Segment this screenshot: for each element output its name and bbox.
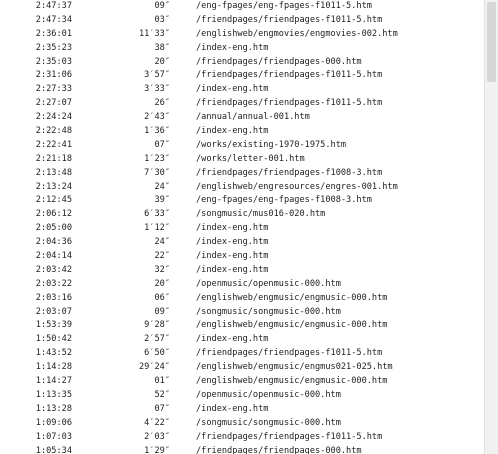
log-row [0,83,484,97]
log-row [0,167,484,181]
visit-duration: 07″ [154,403,170,414]
visit-duration: 6′33″ [144,209,170,220]
log-row [0,417,484,431]
visit-duration: 3′33″ [144,84,170,95]
visit-path[interactable]: /englishweb/engmusic/engmusic-000.htm [196,292,388,303]
visit-path[interactable]: /friendpages/friendpages-f1011-5.htm [196,348,383,359]
visit-path[interactable]: /songmusic/mus016-020.htm [196,209,326,220]
visit-path[interactable]: /friendpages/friendpages-f1008-3.htm [196,167,383,178]
visit-path[interactable]: /englishweb/engresources/engres-001.htm [196,181,398,192]
visit-duration: 22″ [154,251,170,262]
log-row [0,69,484,83]
visit-path[interactable]: /index-eng.htm [196,223,269,234]
visit-path[interactable]: /index-eng.htm [196,334,269,345]
visit-time: 2:03:22 [35,278,72,289]
visit-path[interactable]: /index-eng.htm [196,42,269,53]
visit-duration: 1′36″ [144,126,170,137]
visit-path[interactable]: /friendpages/friendpages-f1011-5.htm [196,70,383,81]
visit-path[interactable]: /englishweb/engmusic/engmus021-025.htm [196,362,393,373]
log-row [0,333,484,347]
visit-duration: 4′22″ [144,417,170,428]
log-row [0,139,484,153]
visit-duration: 38″ [154,42,170,53]
visit-time: 2:35:23 [35,42,72,53]
visit-duration: 20″ [154,278,170,289]
log-row [0,319,484,333]
log-row [0,292,484,306]
visit-path[interactable]: /annual/annual-001.htm [196,112,310,123]
visit-time: 2:21:18 [35,153,72,164]
visit-time: 2:24:24 [35,112,72,123]
log-row [0,153,484,167]
visit-time: 1:07:03 [35,431,72,442]
visit-duration: 03″ [154,14,170,25]
visit-duration: 9′28″ [144,320,170,331]
visit-duration: 29′24″ [138,362,170,373]
visit-time: 2:36:01 [35,28,72,39]
log-row [0,0,484,14]
log-row [0,56,484,70]
visit-path[interactable]: /eng-fpages/eng-fpages-f1008-3.htm [196,195,372,206]
log-row [0,14,484,28]
log-row [0,361,484,375]
visit-path[interactable]: /friendpages/friendpages-000.htm [196,56,362,67]
visit-time: 1:14:27 [35,376,72,387]
visit-time: 2:03:07 [35,306,72,317]
visit-path[interactable]: /friendpages/friendpages-f1011-5.htm [196,14,383,25]
visit-duration: 32″ [154,264,170,275]
visit-duration: 24″ [154,181,170,192]
log-row [0,445,484,454]
log-row [0,125,484,139]
log-row [0,389,484,403]
log-row [0,97,484,111]
visit-path[interactable]: /openmusic/openmusic-000.htm [196,389,341,400]
visit-duration: 1′23″ [144,153,170,164]
visit-time: 1:43:52 [35,348,72,359]
visit-time: 2:12:45 [35,195,72,206]
visit-time: 2:27:33 [35,84,72,95]
log-row [0,431,484,445]
visit-duration: 1′29″ [144,445,170,454]
visit-time: 2:22:41 [35,139,72,150]
visit-duration: 6′50″ [144,348,170,359]
log-row [0,278,484,292]
visit-time: 2:03:16 [35,292,72,303]
visit-duration: 20″ [154,56,170,67]
visit-time: 2:35:03 [35,56,72,67]
visit-path[interactable]: /friendpages/friendpages-f1011-5.htm [196,98,383,109]
visit-time: 2:13:48 [35,167,72,178]
visit-duration: 07″ [154,139,170,150]
visit-path[interactable]: /openmusic/openmusic-000.htm [196,278,341,289]
visit-time: 2:05:00 [35,223,72,234]
visit-duration: 2′03″ [144,431,170,442]
visit-time: 1:09:06 [35,417,72,428]
visit-time: 2:22:48 [35,126,72,137]
visit-time: 2:04:36 [35,237,72,248]
log-row [0,208,484,222]
visit-duration: 39″ [154,195,170,206]
visit-path[interactable]: /index-eng.htm [196,84,269,95]
visit-duration: 52″ [154,389,170,400]
visit-duration: 7′30″ [144,167,170,178]
visit-path[interactable]: /works/existing-1970-1975.htm [196,139,347,150]
visit-path[interactable]: /index-eng.htm [196,264,269,275]
log-row [0,264,484,278]
visit-duration: 06″ [154,292,170,303]
visit-path[interactable]: /songmusic/songmusic-000.htm [196,417,341,428]
visit-duration: 26″ [154,98,170,109]
visit-duration: 2′43″ [144,112,170,123]
log-row [0,347,484,361]
log-row [0,111,484,125]
visit-time: 1:05:34 [35,445,72,454]
log-row [0,375,484,389]
visit-time: 2:27:07 [35,98,72,109]
visit-time: 2:06:12 [35,209,72,220]
visit-path[interactable]: /friendpages/friendpages-f1011-5.htm [196,431,383,442]
visit-time: 1:13:28 [35,403,72,414]
visit-duration: 3′57″ [144,70,170,81]
log-row [0,236,484,250]
visit-path[interactable]: /works/letter-001.htm [196,153,305,164]
visit-time: 1:53:39 [35,320,72,331]
visit-duration: 01″ [154,376,170,387]
visit-path[interactable]: /index-eng.htm [196,126,269,137]
visit-path[interactable]: /index-eng.htm [196,237,269,248]
visit-duration: 11′33″ [138,28,170,39]
visit-time: 2:04:14 [35,251,72,262]
visit-duration: 09″ [154,1,170,11]
log-row [0,42,484,56]
visit-path[interactable]: /index-eng.htm [196,403,269,414]
visit-path[interactable]: /songmusic/songmusic-000.htm [196,306,341,317]
vertical-scrollbar[interactable] [484,0,498,454]
visit-path[interactable]: /index-eng.htm [196,251,269,262]
visit-time: 2:03:42 [35,264,72,275]
visit-duration: 24″ [154,237,170,248]
log-row [0,181,484,195]
visit-time: 2:47:34 [35,14,72,25]
log-row [0,306,484,320]
log-row [0,403,484,417]
visit-path[interactable]: /englishweb/engmusic/engmusic-000.htm [196,376,388,387]
visit-time: 1:50:42 [35,334,72,345]
visit-duration: 2′57″ [144,334,170,345]
visit-time: 1:14:28 [35,362,72,373]
visit-path[interactable]: /englishweb/engmusic/engmusic-000.htm [196,320,388,331]
visit-duration: 1′12″ [144,223,170,234]
visit-path[interactable]: /eng-fpages/eng-fpages-f1011-5.htm [196,1,372,11]
log-row [0,222,484,236]
scrollbar-thumb[interactable] [487,2,496,82]
visit-time: 2:47:37 [35,1,72,11]
visit-time: 2:13:24 [35,181,72,192]
log-row [0,250,484,264]
visit-path[interactable]: /friendpages/friendpages-000.htm [196,445,362,454]
log-row [0,28,484,42]
visit-duration: 09″ [154,306,170,317]
visit-time: 2:31:06 [35,70,72,81]
log-row [0,194,484,208]
visit-path[interactable]: /englishweb/engmovies/engmovies-002.htm [196,28,398,39]
visit-time: 1:13:35 [35,389,72,400]
